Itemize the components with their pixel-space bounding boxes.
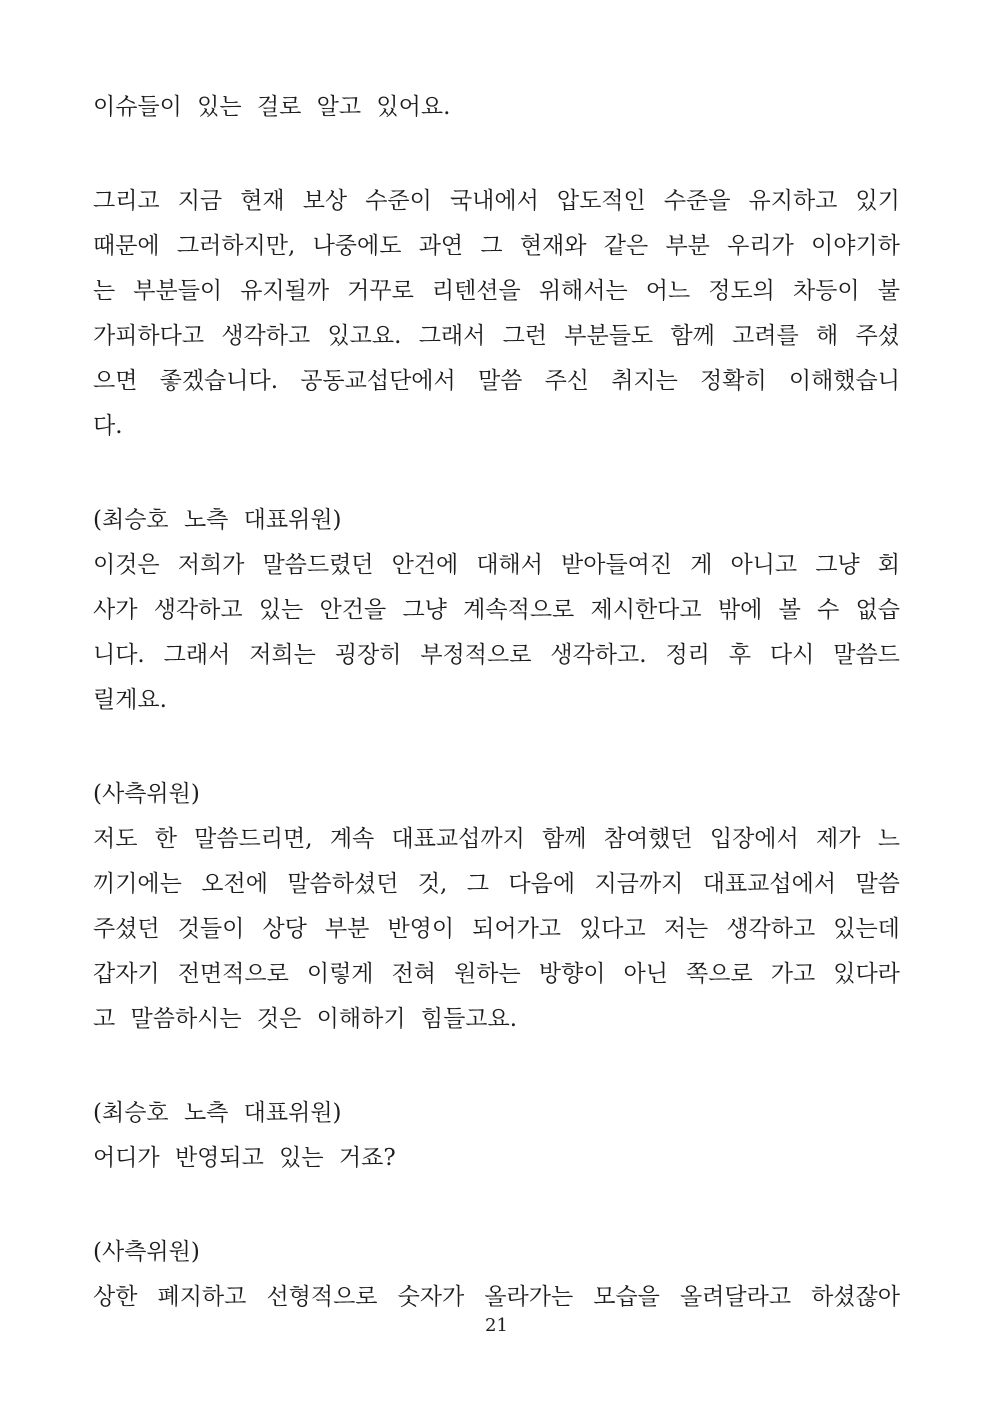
text-line: 사가 생각하고 있는 안건을 그냥 계속적으로 제시한다고 밖에 볼 수 없습 xyxy=(93,597,900,623)
text-line: 때문에 그러하지만, 나중에도 과연 그 현재와 같은 부분 우리가 이야기하 xyxy=(93,233,900,259)
text-line: 이슈들이 있는 걸로 알고 있어요. xyxy=(93,94,451,120)
page-number: 21 xyxy=(485,1315,508,1336)
speaker-label: (사측위원) xyxy=(93,1239,200,1265)
speech-block xyxy=(93,1230,900,1320)
text-line: 이것은 저희가 말씀드렸던 안건에 대해서 받아들여진 게 아니고 그냥 회 xyxy=(93,552,900,578)
paragraph-block xyxy=(93,85,900,130)
paragraph-block xyxy=(93,179,900,449)
speech-block xyxy=(93,1091,900,1181)
text-line: 으면 좋겠습니다. 공동교섭단에서 말씀 주신 취지는 정확히 이해했습니 xyxy=(93,368,900,394)
text-line: 니다. 그래서 저희는 굉장히 부정적으로 생각하고. 정리 후 다시 말씀드 xyxy=(93,642,900,668)
text-line: 릴게요. xyxy=(93,687,167,713)
text-line: 어디가 반영되고 있는 거죠? xyxy=(93,1145,396,1171)
page-content xyxy=(93,85,900,1320)
text-line: 갑자기 전면적으로 이렇게 전혀 원하는 방향이 아닌 쪽으로 가고 있다라 xyxy=(93,961,900,987)
text-line: 저도 한 말씀드리면, 계속 대표교섭까지 함께 참여했던 입장에서 제가 느 xyxy=(93,826,900,852)
text-line: 상한 폐지하고 선형적으로 숫자가 올라가는 모습을 올려달라고 하셨잖아 xyxy=(93,1284,900,1310)
text-line: 그리고 지금 현재 보상 수준이 국내에서 압도적인 수준을 유지하고 있기 xyxy=(93,188,900,214)
text-line: 가피하다고 생각하고 있고요. 그래서 그런 부분들도 함께 고려를 해 주셨 xyxy=(93,323,900,349)
speech-block xyxy=(93,498,900,723)
text-line: 끼기에는 오전에 말씀하셨던 것, 그 다음에 지금까지 대표교섭에서 말씀 xyxy=(93,871,900,897)
page-footer xyxy=(93,1312,900,1340)
text-line: 고 말씀하시는 것은 이해하기 힘들고요. xyxy=(93,1006,518,1032)
text-line: 는 부분들이 유지될까 거꾸로 리텐션을 위해서는 어느 정도의 차등이 불 xyxy=(93,278,900,304)
text-line: 다. xyxy=(93,413,123,439)
text-line: 주셨던 것들이 상당 부분 반영이 되어가고 있다고 저는 생각하고 있는데 xyxy=(93,916,900,942)
speaker-label: (사측위원) xyxy=(93,781,200,807)
speaker-label: (최승호 노측 대표위원) xyxy=(93,1100,342,1126)
speech-block xyxy=(93,772,900,1042)
speaker-label: (최승호 노측 대표위원) xyxy=(93,507,342,533)
